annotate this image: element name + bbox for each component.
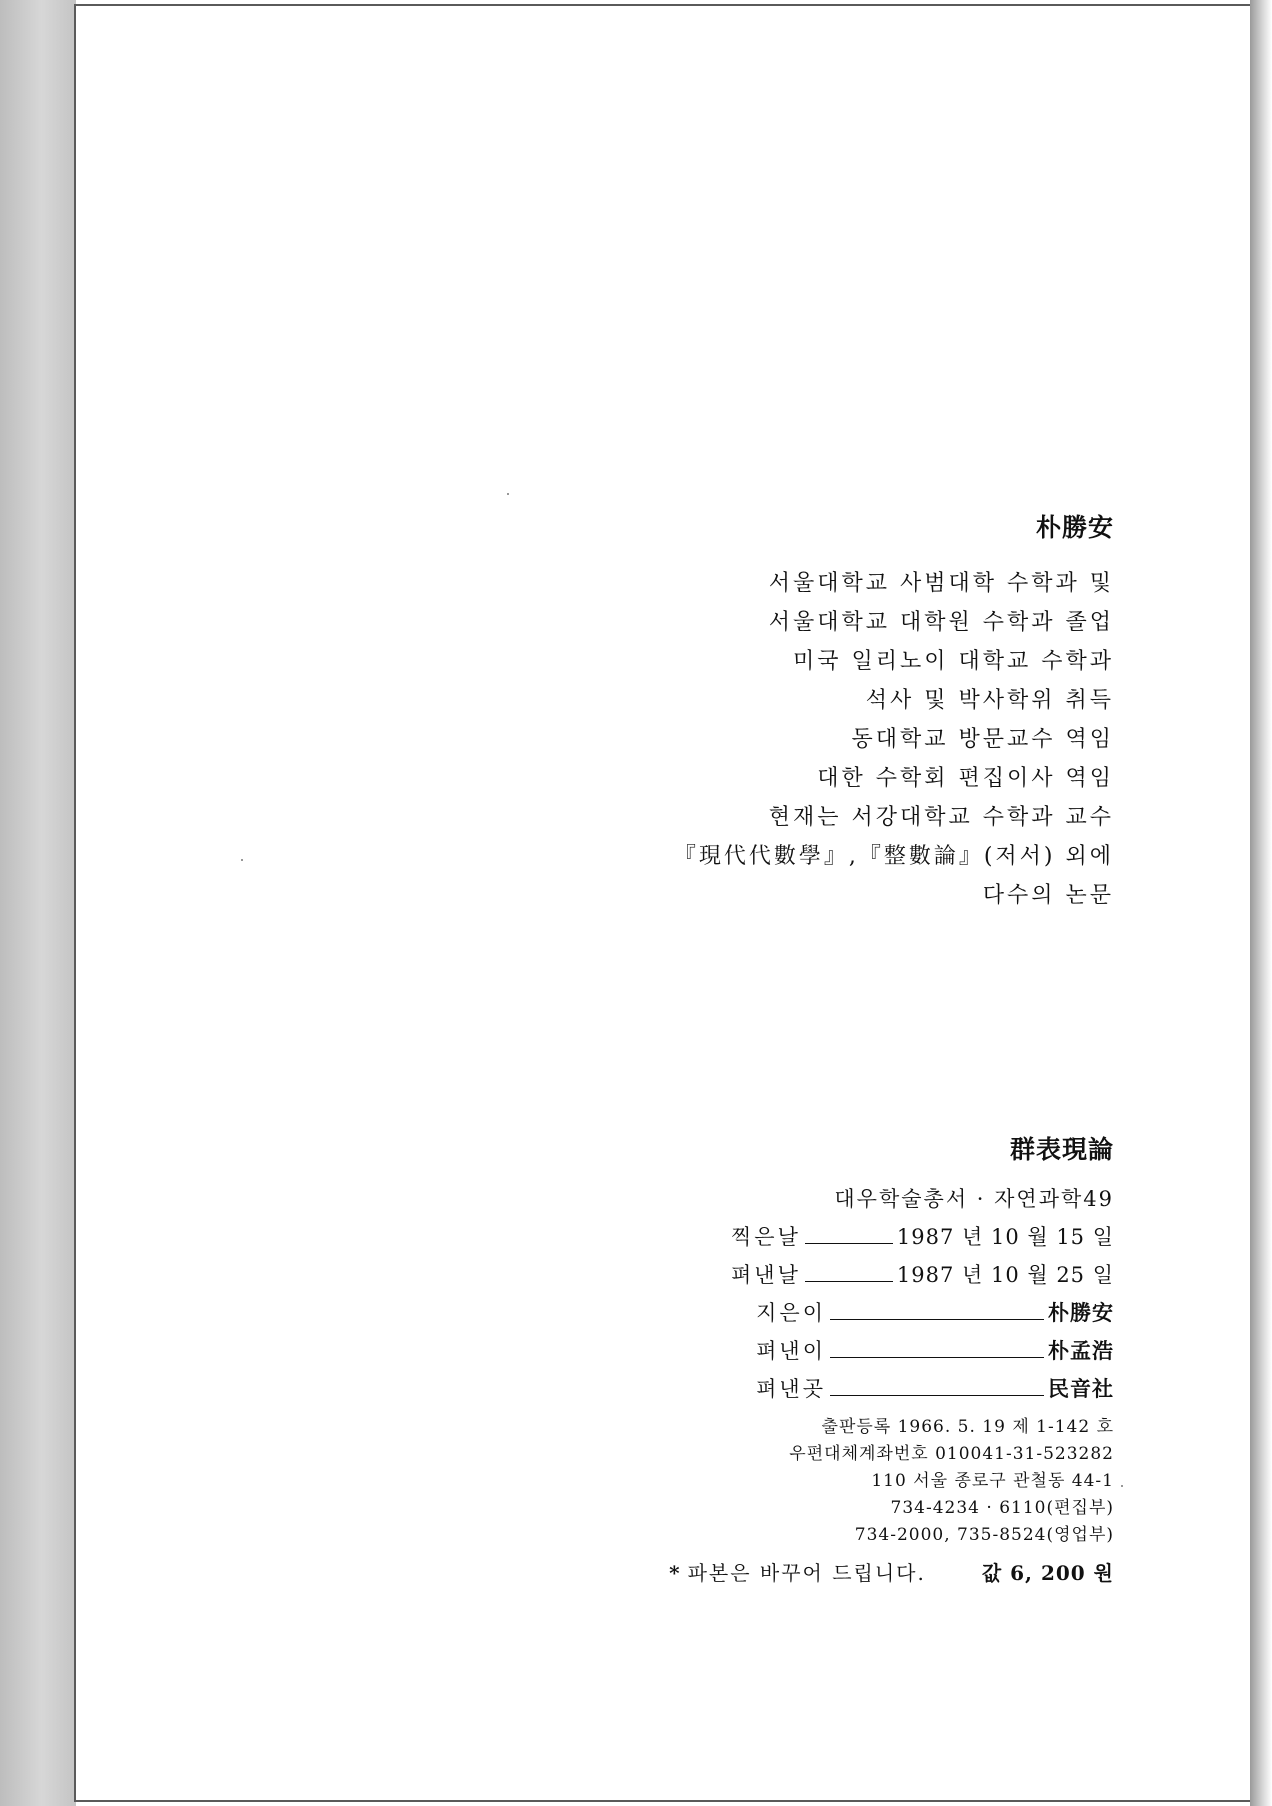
author-label: 지은이 (756, 1301, 826, 1325)
bio-line: 미국 일리노이 대학교 수학과 (792, 649, 1114, 674)
bio-line: 석사 및 박사학위 취득 (865, 688, 1114, 713)
publish-date-label: 펴낸날 (731, 1263, 801, 1287)
phone-sales: 734-2000, 735-8524(영업부) (854, 1525, 1114, 1545)
publishing-house-value: 民音社 (1048, 1376, 1114, 1401)
price: 값 6, 200 원 (981, 1561, 1114, 1585)
registration-info: 출판등록 1966. 5. 19 제 1-142 호 (821, 1417, 1114, 1437)
bio-line: 『現代代數學』,『整數論』(저서) 외에 (673, 844, 1114, 869)
book-title: 群表現論 (1009, 1135, 1114, 1164)
defect-notice: 파본은 바꾸어 드립니다. (687, 1561, 926, 1585)
publish-date-value: 1987 년 10 월 25 일 (896, 1263, 1114, 1287)
bio-line: 현재는 서강대학교 수학과 교수 (768, 805, 1114, 830)
print-date-value: 1987 년 10 월 15 일 (896, 1225, 1114, 1249)
bio-line: 동대학교 방문교수 역임 (851, 727, 1114, 752)
print-date-row (669, 1218, 1114, 1256)
paper-speck (507, 493, 509, 495)
series-name: 대우학술총서 · 자연과학49 (834, 1187, 1114, 1211)
leader-line (805, 1243, 893, 1244)
colophon-footer (669, 1557, 1114, 1586)
page-shadow (1250, 0, 1272, 1806)
paper-speck (241, 859, 243, 861)
publisher-label: 펴낸이 (756, 1339, 826, 1363)
phone-editorial: 734-4234 · 6110(편집부) (890, 1498, 1114, 1518)
book-spine-edge (0, 0, 76, 1806)
address: 110 서울 종로구 관철동 44-1 (871, 1471, 1114, 1491)
publisher-details (669, 1414, 1114, 1549)
leader-line (830, 1395, 1044, 1396)
print-date-label: 찍은날 (731, 1225, 801, 1249)
leader-line (805, 1281, 893, 1282)
bio-line: 서울대학교 대학원 수학과 졸업 (768, 610, 1114, 635)
leader-line (830, 1357, 1044, 1358)
publisher-value: 朴孟浩 (1048, 1338, 1114, 1363)
author-name: 朴勝安 (1035, 513, 1114, 542)
publish-date-row (669, 1256, 1114, 1294)
bio-line: 서울대학교 사범대학 수학과 및 (768, 571, 1114, 596)
asterisk-mark: * (669, 1561, 680, 1585)
author-value: 朴勝安 (1048, 1300, 1114, 1325)
leader-line (830, 1319, 1044, 1320)
publishing-house-label: 펴낸곳 (756, 1377, 826, 1401)
publishing-house-row (669, 1370, 1114, 1408)
author-bio (674, 508, 1114, 915)
postal-account: 우편대체계좌번호 010041-31-523282 (789, 1444, 1114, 1464)
colophon (669, 1130, 1114, 1586)
bio-line: 대한 수학회 편집이사 역임 (817, 766, 1114, 791)
paper-speck (1121, 1485, 1123, 1487)
bio-line: 다수의 논문 (982, 883, 1114, 908)
author-row (669, 1294, 1114, 1332)
publisher-row (669, 1332, 1114, 1370)
